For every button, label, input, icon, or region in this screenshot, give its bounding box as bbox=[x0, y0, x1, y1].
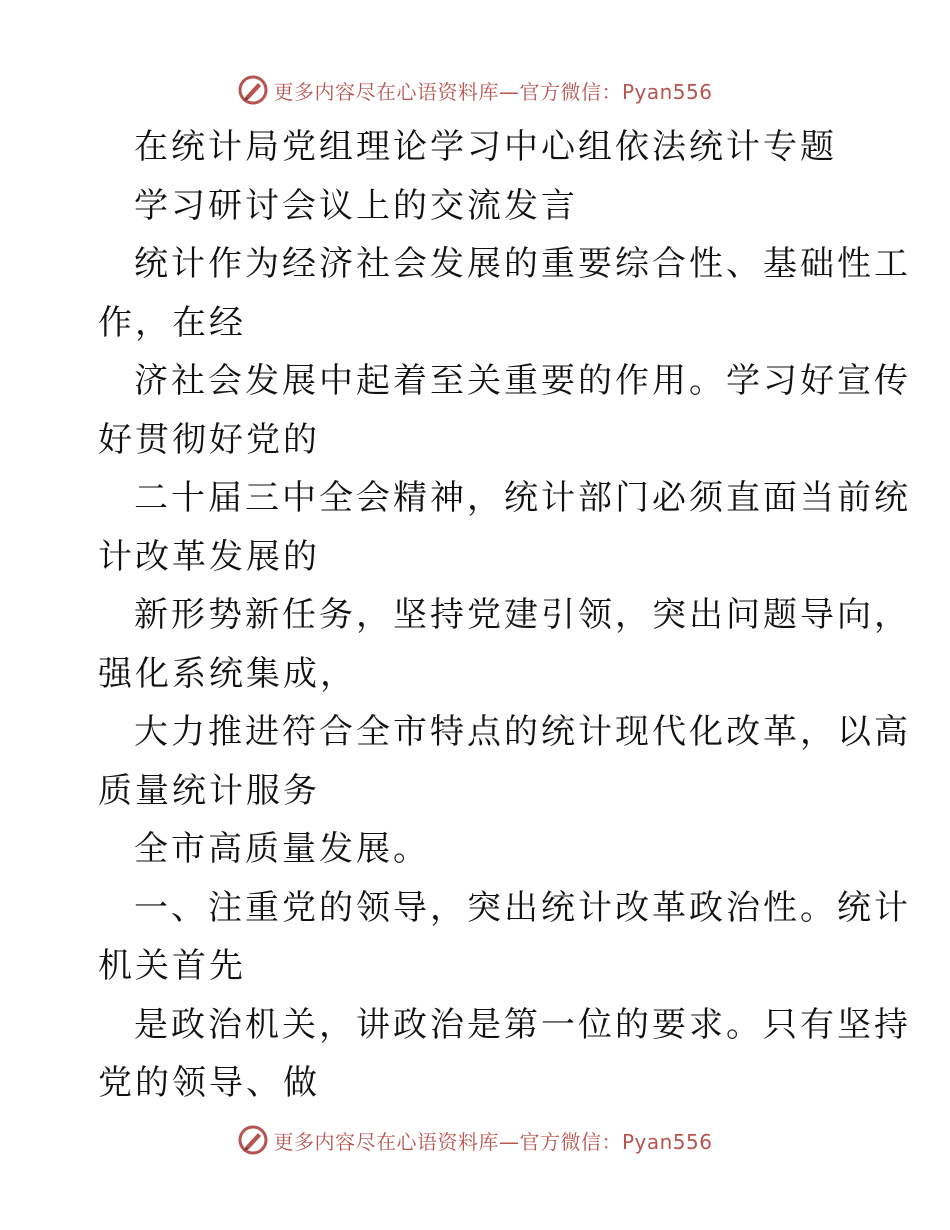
document-title-line-2: 学习研讨会议上的交流发言 bbox=[134, 185, 578, 226]
pen-seal-icon bbox=[237, 74, 269, 106]
body-line: 大力推进符合全市特点的统计现代化改革，以高 bbox=[134, 712, 911, 752]
body-line: 济社会发展中起着至关重要的作用。学习好宣传 bbox=[134, 361, 911, 401]
watermark-text: 更多内容尽在心语资料库—官方微信：Pyan556 bbox=[273, 1129, 713, 1154]
pen-seal-icon bbox=[237, 1124, 269, 1156]
body-line: 二十届三中全会精神，统计部门必须直面当前统 bbox=[134, 478, 911, 518]
body-line: 计改革发展的 bbox=[98, 536, 320, 577]
watermark-text: 更多内容尽在心语资料库—官方微信：Pyan556 bbox=[273, 79, 713, 104]
footer-watermark bbox=[0, 1120, 950, 1160]
document-title-line-1: 在统计局党组理论学习中心组依法统计专题 bbox=[134, 127, 837, 167]
body-line: 全市高质量发展。 bbox=[134, 829, 430, 869]
body-line: 强化系统集成， bbox=[98, 653, 357, 694]
body-line: 是政治机关，讲政治是第一位的要求。只有坚持 bbox=[134, 1004, 911, 1045]
body-line: 好贯彻好党的 bbox=[98, 419, 320, 460]
body-line: 质量统计服务 bbox=[98, 770, 320, 811]
body-line: 新形势新任务，坚持党建引领，突出问题导向， bbox=[134, 595, 911, 635]
document-body bbox=[98, 118, 911, 1113]
body-line: 机关首先 bbox=[98, 946, 246, 986]
body-line: 作，在经 bbox=[98, 302, 246, 343]
body-line: 党的领导、做 bbox=[98, 1063, 320, 1103]
body-text bbox=[98, 235, 911, 1113]
header-watermark bbox=[0, 70, 950, 110]
body-line: 统计作为经济社会发展的重要综合性、基础性工 bbox=[134, 244, 911, 284]
body-line: 一、注重党的领导，突出统计改革政治性。统计 bbox=[134, 887, 911, 928]
